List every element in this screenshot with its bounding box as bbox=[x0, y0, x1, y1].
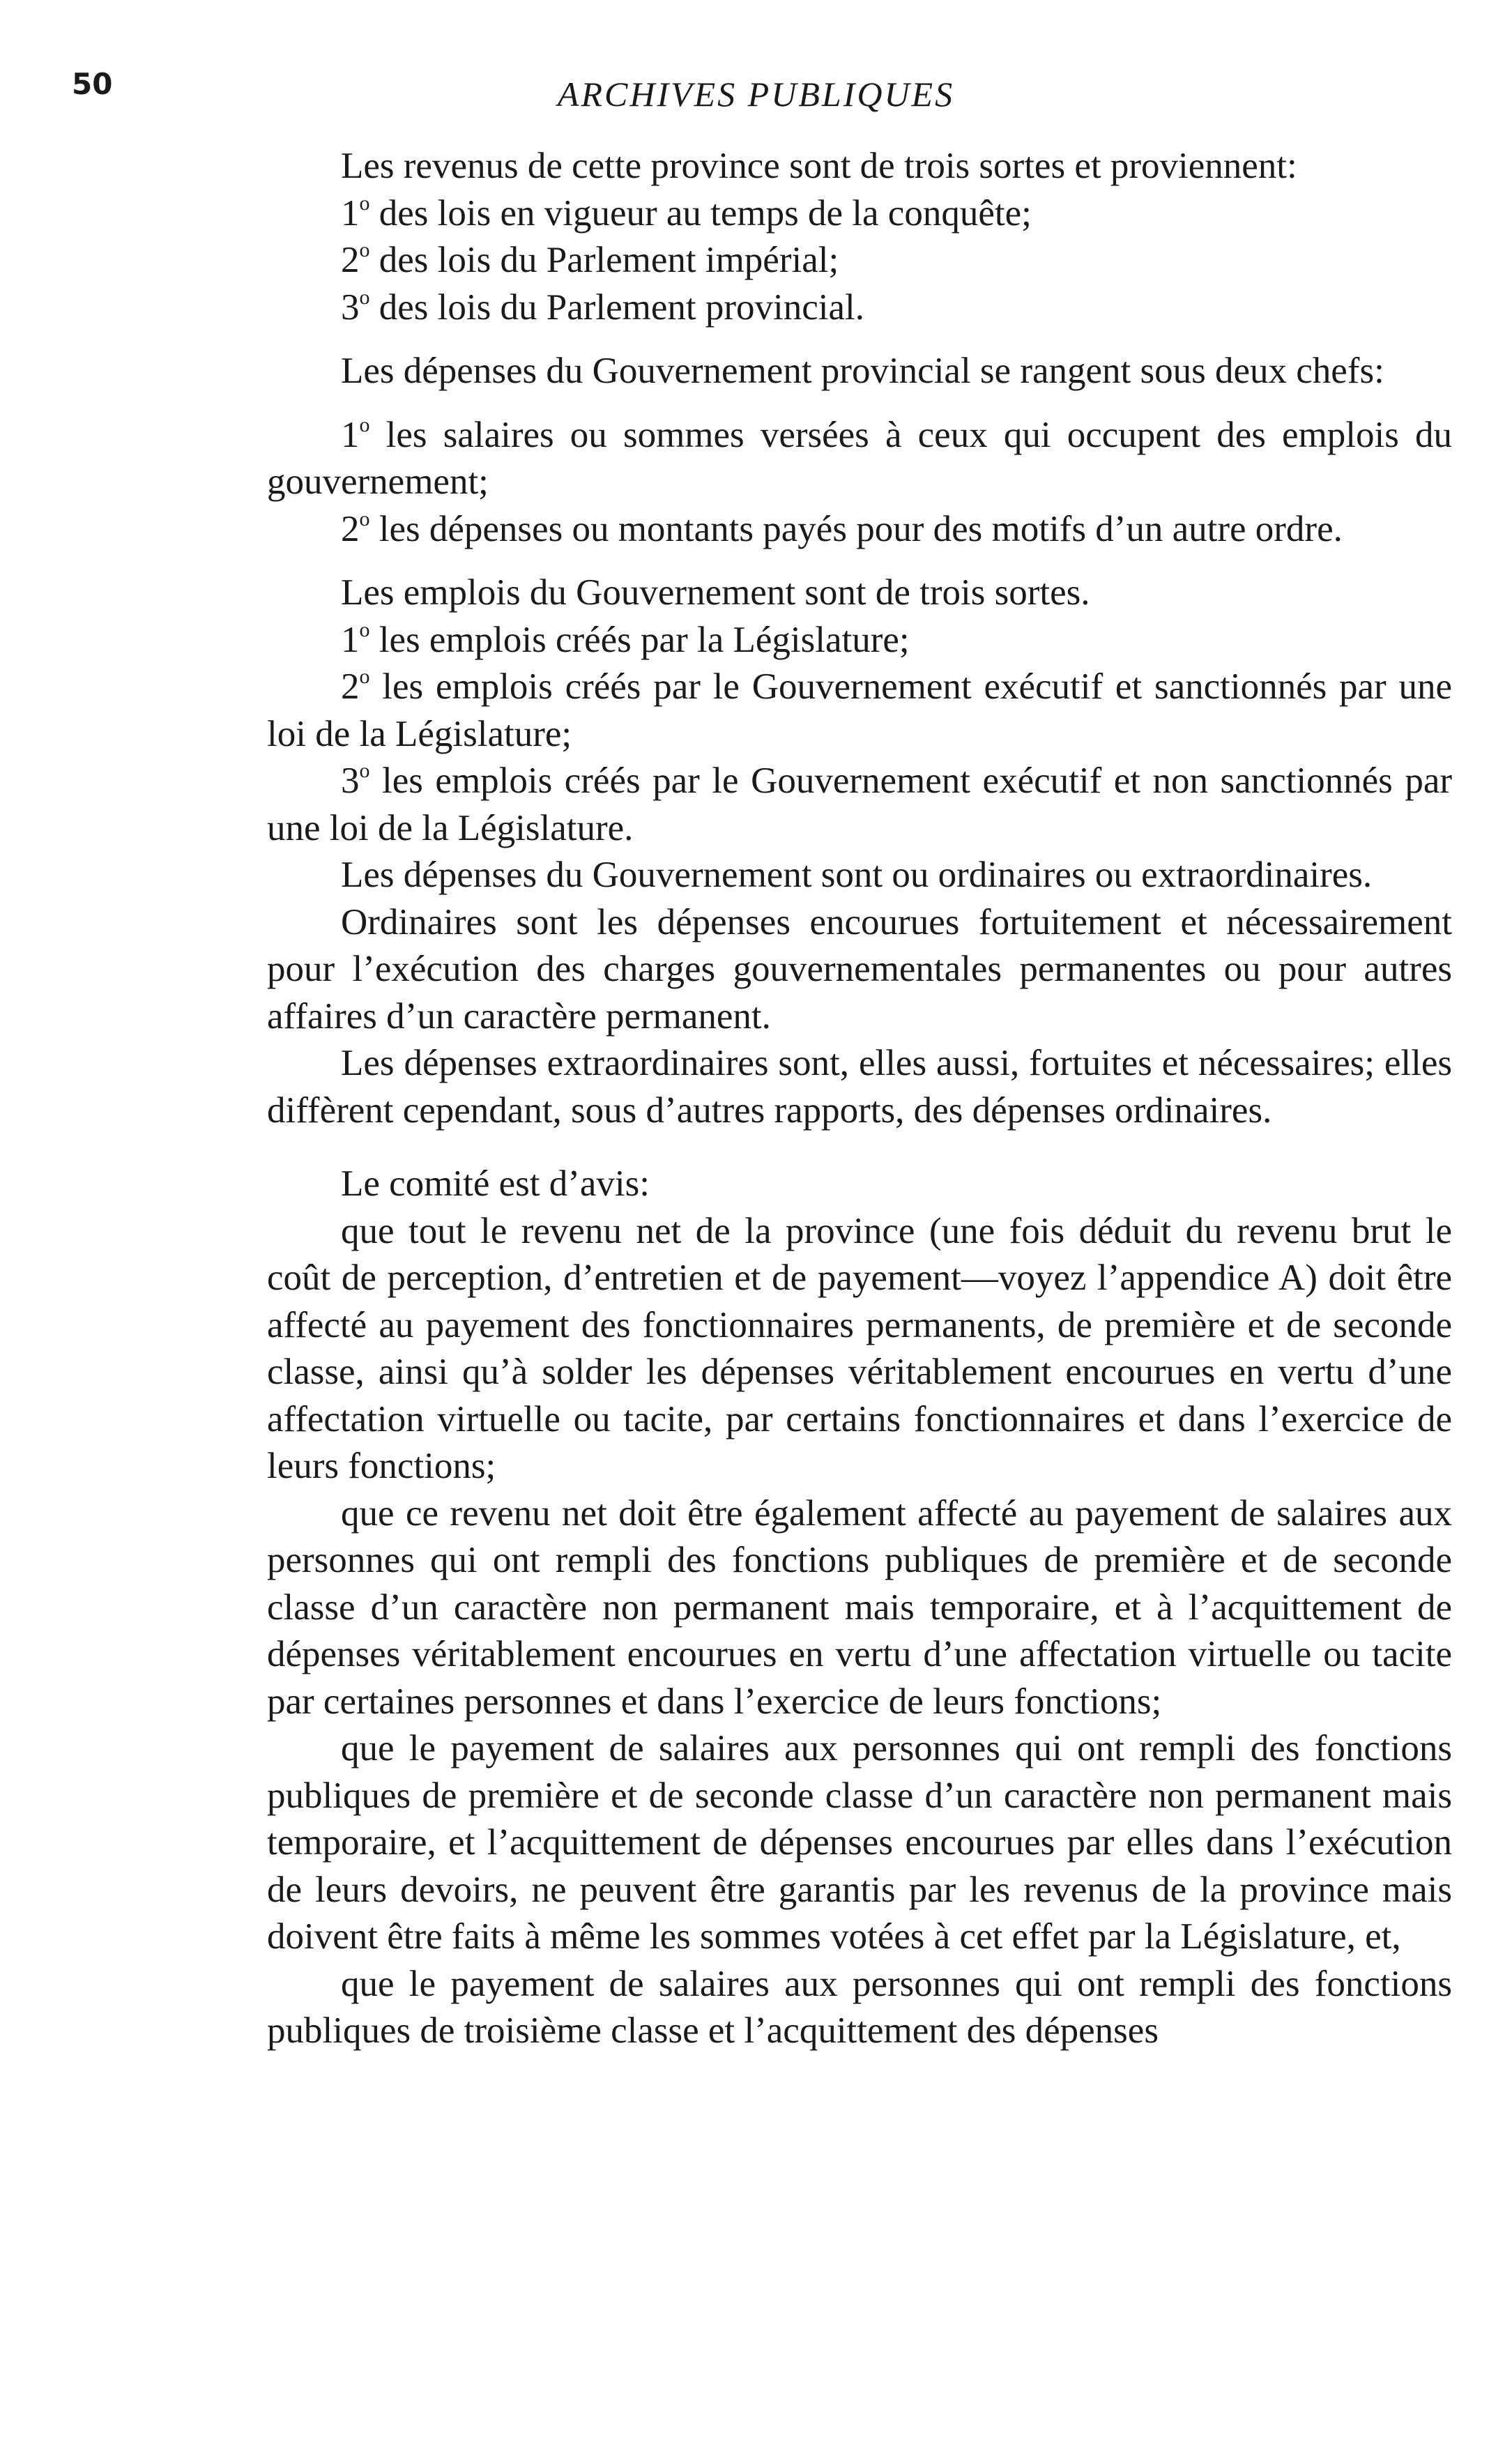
expenses-item: 1$^o$ les salaires ou sommes versées à ceux qui occupent des emplois du gouvernement; bbox=[267, 413, 1452, 502]
revenues-item: 2$^o$ des lois du Parlement impérial; bbox=[341, 238, 839, 280]
employments-intro: Les emplois du Gouvernement sont de trois sortes. bbox=[341, 572, 1090, 613]
revenues-item: 1$^o$ des lois en vigueur au temps de la conquête; bbox=[341, 191, 1032, 234]
employments-item: 1$^o$ les emplois créés par la Législature; bbox=[341, 618, 910, 660]
definition-paragraph: Les dépenses du Gouvernement sont ou ordinaires ou extraordinaires. bbox=[341, 855, 1373, 895]
revenues-intro: Les revenus de cette province sont de trois sortes et proviennent: bbox=[341, 146, 1297, 186]
employments-item: 2$^o$ les emplois créés par le Gouvernement exécutif et sanctionnés par une loi de la Législature; bbox=[267, 665, 1452, 754]
committee-intro: Le comité est d’avis: bbox=[341, 1163, 650, 1204]
employments-item: 3$^o$ les emplois créés par le Gouvernement exécutif et non sanctionnés par une loi de la Législature. bbox=[267, 759, 1452, 848]
running-title: ARCHIVES PUBLIQUES bbox=[557, 75, 955, 114]
committee-clause: que le payement de salaires aux personnes qui ont rempli des fonctions publiques de troisième classe et l’acquittement des dépenses bbox=[267, 1963, 1452, 2051]
definition-paragraph: Les dépenses extraordinaires sont, elles aussi, fortuites et nécessaires; elles diffèrent cependant, sous d’autres rapports, des dépenses ordinaires. bbox=[267, 1043, 1452, 1131]
committee-clause: que ce revenu net doit être également affecté au payement de salaires aux personnes qui ont rempli des fonctions publiques de première et de seconde classe d’un caractère non permanent mais temporaire, et à l’acquittement de dépenses véritablement encourues en vertu d’une affectation virtuelle ou tacite par certaines personnes et dans l’exercice de leurs fonctions; bbox=[267, 1492, 1452, 1722]
committee-clause: que tout le revenu net de la province (une fois déduit du revenu brut le coût de perception, d’entretien et de payement—voyez l’appendice A) doit être affecté au payement des fonctionnaires permanents, de première et de seconde classe, ainsi qu’à solder les dépenses véritablement encourues en vertu d’une affectation virtuelle ou tacite, par certains fonctionnaires et dans l’exercice de leurs fonctions; bbox=[267, 1210, 1452, 1486]
expenses-item: 2$^o$ les dépenses ou montants payés pour des motifs d’un autre ordre. bbox=[341, 507, 1343, 549]
committee-clause: que le payement de salaires aux personnes qui ont rempli des fonctions publiques de première et de seconde classe d’un caractère non permanent mais temporaire, et l’acquittement de dépenses encourues par elles dans l’exécution de leurs devoirs, ne peuvent être garantis par les revenus de la province mais doivent être faits à même les sommes votées à cet effet par la Législature, et, bbox=[267, 1728, 1452, 1957]
page-number: 50 bbox=[72, 67, 113, 101]
body-text bbox=[267, 143, 1452, 2055]
definition-paragraph: Ordinaires sont les dépenses encourues fortuitement et nécessairement pour l’exécution des charges gouvernementales permanentes ou pour autres affaires d’un caractère permanent. bbox=[267, 901, 1452, 1037]
revenues-item: 3$^o$ des lois du Parlement provincial. bbox=[341, 285, 864, 328]
expenses-intro: Les dépenses du Gouvernement provincial se rangent sous deux chefs: bbox=[341, 351, 1384, 391]
